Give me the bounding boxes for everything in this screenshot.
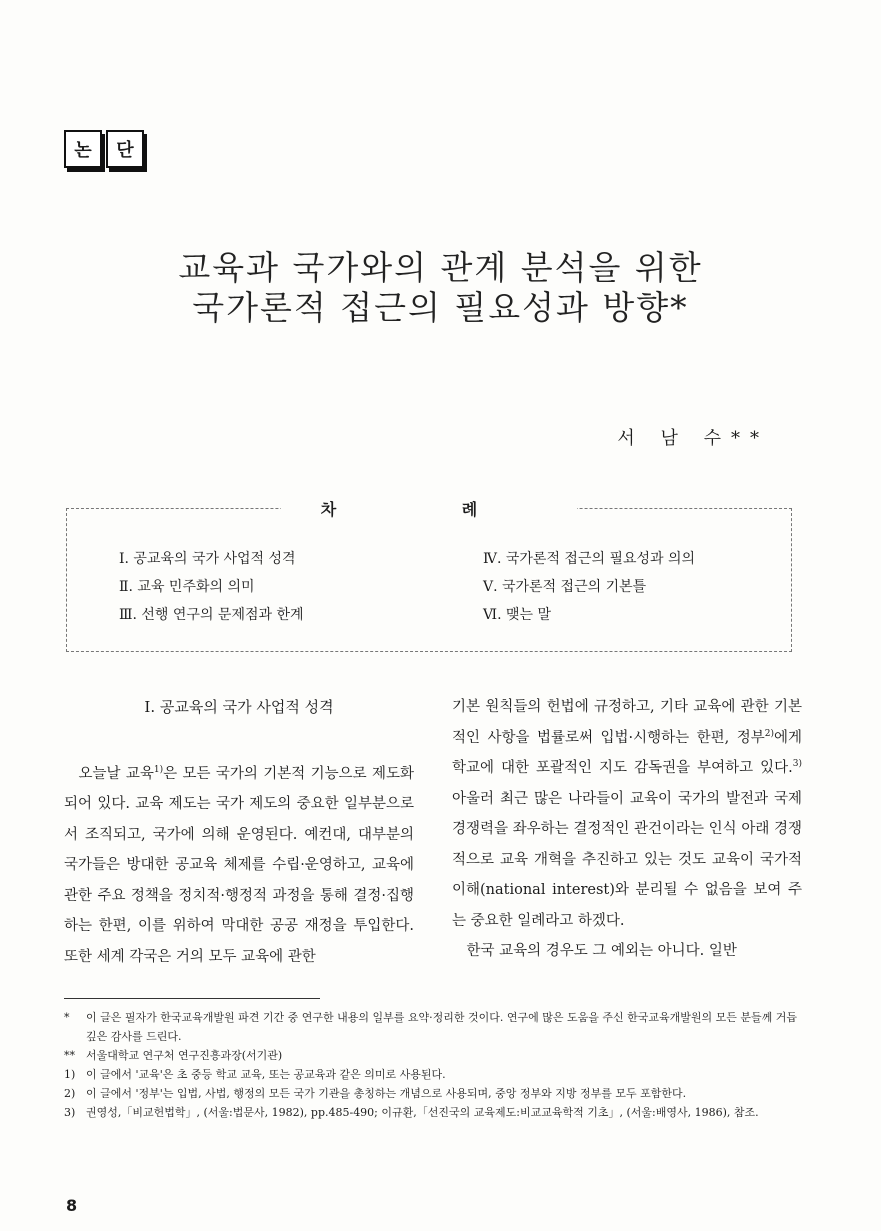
badge-char-2: 단 <box>106 130 144 168</box>
toc-item: Ⅱ. 교육 민주화의 의미 <box>119 579 255 595</box>
footnote: 2) 이 글에서 '정부'는 입법, 사법, 행정의 모든 국가 기관을 총칭하는 개념으로 사용되며, 중앙 정부와 지방 정부를 모두 포함한다. <box>64 1087 687 1100</box>
footnote: 3) 권영성,「비교헌법학」, (서울:법문사, 1982), pp.485-490; 이규환,「선진국의 교육제도:비교교육학적 기초」, (서울:배영사, 1986), 참조. <box>64 1106 759 1119</box>
toc-item: Ⅲ. 선행 연구의 문제점과 한계 <box>119 607 304 623</box>
table-of-contents <box>66 500 792 652</box>
toc-item: Ⅳ. 국가론적 접근의 필요성과 의의 <box>483 551 696 567</box>
toc-heading: 차 례 <box>281 500 577 519</box>
toc-item: Ⅵ. 맺는 말 <box>483 607 552 623</box>
section-badge <box>64 130 144 168</box>
author: 서 남 수** <box>617 428 769 449</box>
toc-left-column <box>119 545 304 629</box>
footnote-ref: 3) <box>792 759 802 770</box>
body-paragraph: 오늘날 교육$^{1)}$은 모든 국가의 기본적 기능으로 제도화되어 있다. 교육 제도는 국가 제도의 중요한 일부분으로서 조직되고, 국가에 의해 운영된다. 예컨대, 대부분의 국가들은 방대한 공교육 체제를 수립·운영하고, 교육에 관한 주요 정책을 정치적·행정적 과정을 통해 결정·집행하는 한편, 이를 위하여 막대한 공공 재정을 투입한다. 또한 세계 각국은 거의 모두 교육에 관한 <box>64 764 414 965</box>
footnote-divider <box>64 998 320 999</box>
toc-item: Ⅴ. 국가론적 접근의 기본틀 <box>483 579 647 595</box>
page-number: 8 <box>66 1196 78 1215</box>
toc-item: Ⅰ. 공교육의 국가 사업적 성격 <box>119 551 296 567</box>
body-column-left <box>64 692 414 972</box>
footnote: * 이 글은 필자가 한국교육개발원 파견 기간 중 연구한 내용의 일부를 요약·정리한 것이다. 연구에 많은 도움을 주신 한국교육개발원의 모든 분들께 거듭 깊은 감사를 드린다. <box>64 1011 797 1043</box>
section-heading: Ⅰ. 공교육의 국가 사업적 성격 <box>144 698 334 716</box>
body-paragraph: 한국 교육의 경우도 그 예외는 아니다. 일반 <box>466 943 737 959</box>
badge-char-1: 논 <box>64 130 102 168</box>
body-column-right <box>452 692 802 967</box>
article-title <box>0 248 881 328</box>
footnote-ref: 1) <box>153 764 164 775</box>
body-paragraph: 기본 원칙들의 헌법에 규정하고, 기타 교육에 관한 기본적인 사항을 법률로써 입법·시행하는 한편, 정부$^{2)}$에게 학교에 대한 포괄적인 지도 감독권을 부여하고 있다.$^{3)}$ 아울러 최근 많은 나라들이 교육이 국가의 발전과 국제 경쟁력을 좌우하는 결정적인 관건이라는 인식 아래 경쟁적으로 교육 개혁을 추진하고 있는 것도 교육이 국가적 이해(national interest)와 분리될 수 없음을 보여 주는 중요한 일례라고 하겠다. <box>452 699 802 929</box>
footnote: 1) 이 글에서 '교육'은 초 중등 학교 교육, 또는 공교육과 같은 의미로 사용된다. <box>64 1068 446 1081</box>
footnotes <box>64 1008 802 1122</box>
title-line-2: 국가론적 접근의 필요성과 방향* <box>192 288 689 327</box>
toc-right-column <box>483 545 695 629</box>
title-line-1: 교육과 국가와의 관계 분석을 위한 <box>178 248 703 287</box>
footnote: ** 서울대학교 연구처 연구진흥과장(서기관) <box>64 1049 283 1062</box>
footnote-ref: 2) <box>764 728 774 739</box>
